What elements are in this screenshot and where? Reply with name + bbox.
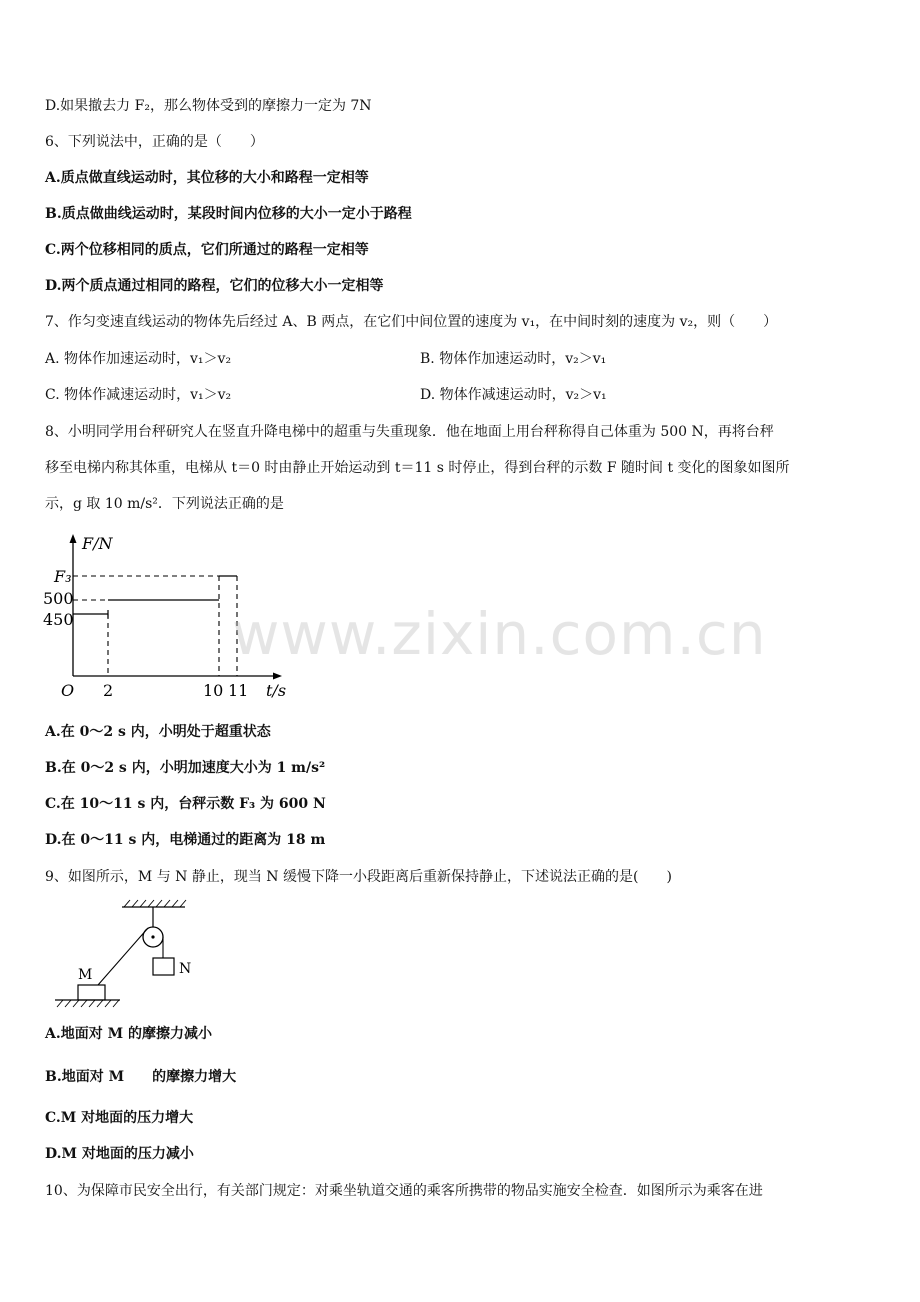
q10-stem: 10、为保障市民安全出行，有关部门规定：对乘坐轨道交通的乘客所携带的物品实施安全检查．如图所示为乘客在进 [45,1183,763,1199]
q6-option-c: C.两个位移相同的质点，它们所通过的路程一定相等 [45,242,369,258]
q7-option-d: D. 物体作减速运动时，v₂＞v₁ [420,387,607,403]
q8-option-b: B.在 0～2 s 内，小明加速度大小为 1 m/s² [45,760,326,776]
q8-stem-line-2: 移至电梯内称其体重，电梯从 t＝0 时由静止开始运动到 t＝11 s 时停止，得到台秤的示数 F 随时间 t 变化的图象如图所 [45,460,790,476]
block-n-label: N [179,961,192,977]
q6-option-a: A.质点做直线运动时，其位移的大小和路程一定相等 [45,170,369,186]
q7-option-a: A. 物体作加速运动时，v₁＞v₂ [45,351,232,367]
q8-stem-line-3: 示，g 取 10 m/s²．下列说法正确的是 [45,496,284,512]
watermark: www.zixin.com.cn [232,600,767,668]
q8-stem-line-1: 8、小明同学用台秤研究人在竖直升降电梯中的超重与失重现象．他在地面上用台秤称得自己体重为 500 N，再将台秤 [45,424,774,440]
ceiling-hatch [124,900,186,907]
ground-hatch [57,1000,119,1007]
pulley-figure [50,895,200,1010]
y-tick-f3: F₃ [54,567,72,586]
q9-stem: 9、如图所示，M 与 N 静止，现当 N 缓慢下降一小段距离后重新保持静止，下述说法正确的是( ) [45,869,672,885]
x-axis-arrow [273,673,282,680]
origin-label: O [61,681,75,700]
q7-option-c: C. 物体作减速运动时，v₁＞v₂ [45,387,232,403]
q6-option-d: D.两个质点通过相同的路程，它们的位移大小一定相等 [45,278,384,294]
q5-option-d: D.如果撤去力 F₂，那么物体受到的摩擦力一定为 7N [45,98,372,114]
y-tick-500: 500 [43,589,74,608]
x-tick-11: 11 [228,681,249,700]
block-n [153,958,174,975]
y-tick-450: 450 [43,610,74,629]
rope-to-m [98,928,148,985]
q9-option-a: A.地面对 M 的摩擦力减小 [45,1026,212,1042]
pulley-axle [151,935,154,938]
q7-stem: 7、作匀变速直线运动的物体先后经过 A、B 两点，在它们中间位置的速度为 v₁，在中间时刻的速度为 v₂，则（ ） [45,314,778,330]
q6-option-b: B.质点做曲线运动时，某段时间内位移的大小一定小于路程 [45,206,412,222]
y-axis-label: F/N [82,534,113,553]
x-tick-10: 10 [203,681,224,700]
q9-option-b: B.地面对 M 的摩擦力增大 [45,1069,237,1085]
q6-stem: 6、下列说法中，正确的是（ ） [45,134,264,150]
q9-option-d: D.M 对地面的压力减小 [45,1146,194,1162]
block-m-label: M [78,967,93,983]
y-axis-arrow [70,534,77,543]
q8-option-d: D.在 0～11 s 内，电梯通过的距离为 18 m [45,832,326,848]
q8-option-a: A.在 0～2 s 内，小明处于超重状态 [45,724,271,740]
q9-option-c: C.M 对地面的压力增大 [45,1110,194,1126]
q7-option-b: B. 物体作加速运动时，v₂＞v₁ [420,351,607,367]
x-axis-label: t/s [266,681,287,700]
block-m [78,985,105,1000]
x-tick-2: 2 [103,681,114,700]
q8-option-c: C.在 10～11 s 内，台秤示数 F₃ 为 600 N [45,796,326,812]
